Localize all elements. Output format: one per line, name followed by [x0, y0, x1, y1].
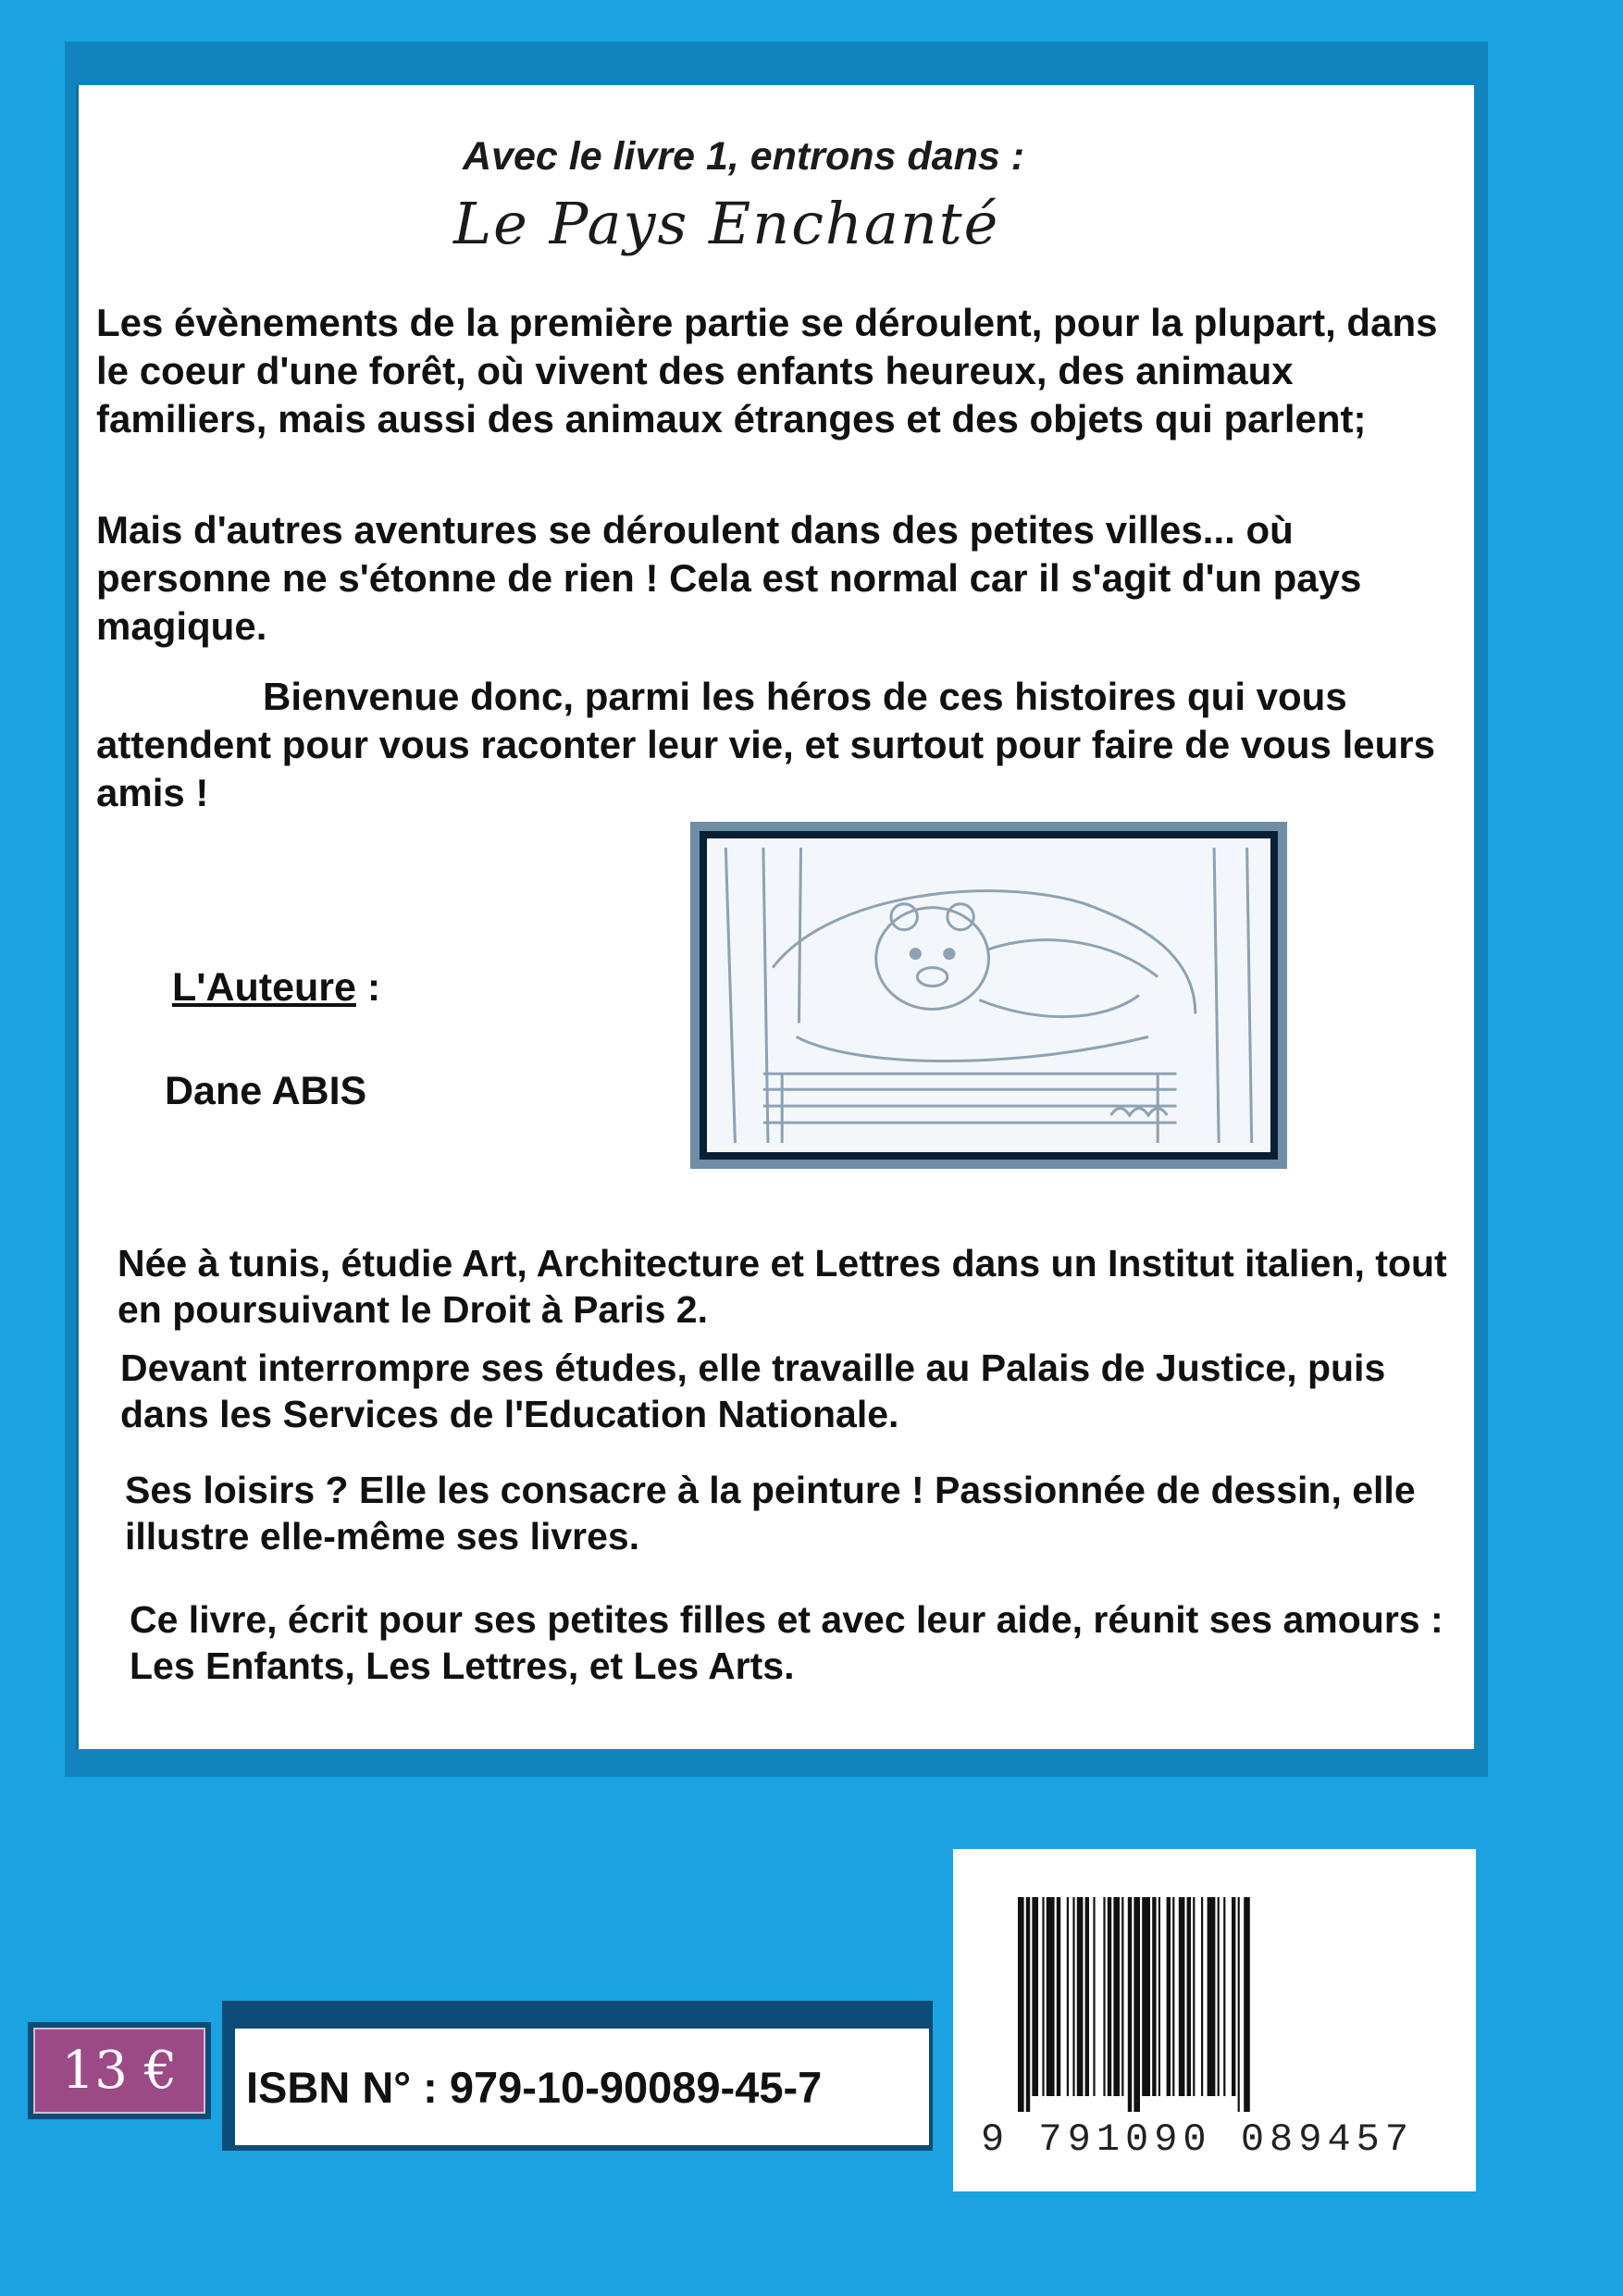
barcode-bar	[1121, 1897, 1123, 2096]
barcode-bar	[1113, 1897, 1120, 2096]
author-label-colon: :	[355, 965, 381, 1010]
barcode-bar	[1208, 1897, 1216, 2096]
barcode-bar	[1179, 1897, 1185, 2096]
barcode-bar	[1187, 1897, 1191, 2096]
barcode-bar	[1103, 1897, 1105, 2096]
barcode-bar	[1167, 1897, 1171, 2096]
pencil-sketch-bear-icon	[707, 838, 1270, 1152]
bio-paragraph-4: Ce livre, écrit pour ses petites filles et avec leur aide, réunit ses amours : Les Enfants, Les Lettres, et Les Arts.	[130, 1598, 1443, 1687]
isbn-number: ISBN N° : 979-10-90089-45-7	[246, 2062, 823, 2112]
intro-paragraph-2: Mais d'autres aventures se déroulent dans des petites villes... où personne ne s'étonne de rien ! Cela est normal car il s'agit d'un pays magique.	[96, 508, 1362, 648]
author-name: Dane ABIS	[165, 1069, 367, 1113]
barcode-digits: 9 791090 089457	[981, 2117, 1415, 2162]
barcode-bar	[1072, 1897, 1074, 2096]
barcode-bar	[1201, 1897, 1203, 2096]
intro-paragraph-3: Bienvenue donc, parmi les héros de ces histoires qui vous attendent pour vous raconter leur vie, et surtout pour faire de vous leurs amis !	[96, 675, 1435, 814]
barcode-bar	[1232, 1897, 1235, 2096]
intro-paragraph-1: Les évènements de la première partie se déroulent, pour la plupart, dans le coeur d'une forêt, où vivent des enfants heureux, des animaux familiers, mais aussi des animaux étranges et des objets qui parlent;	[96, 301, 1438, 441]
book-subtitle: Avec le livre 1, entrons dans :	[463, 134, 1025, 179]
price-tag	[28, 2022, 211, 2119]
barcode-bar	[1032, 1897, 1038, 2096]
barcode-bar	[1218, 1897, 1220, 2096]
author-label-text: L'Auteure	[172, 965, 356, 1010]
barcode-icon	[1018, 1897, 1411, 2112]
barcode-bar	[1047, 1897, 1055, 2096]
barcode-bar	[1152, 1897, 1156, 2096]
illustration-frame	[690, 822, 1287, 1169]
barcode-bar	[1026, 1897, 1030, 2112]
barcode-bar	[1142, 1897, 1150, 2096]
bio-paragraph-3: Ses loisirs ? Elle les consacre à la peinture ! Passionnée de dessin, elle illustre elle-même ses livres.	[125, 1469, 1416, 1558]
barcode-bar	[1172, 1897, 1174, 2096]
bio-paragraph-1: Née à tunis, étudie Art, Architecture et Lettres dans un Institut italien, tout en poursuivant le Droit à Paris 2.	[118, 1242, 1447, 1331]
barcode-bar	[1057, 1897, 1060, 2096]
barcode-bar	[1077, 1897, 1084, 2096]
barcode-bar	[1018, 1897, 1024, 2112]
book-title: Le Pays Enchanté	[453, 190, 1000, 257]
barcode-bar	[1067, 1897, 1069, 2096]
barcode-bar	[1108, 1897, 1111, 2096]
barcode-bar	[1085, 1897, 1089, 2096]
price-value: 13 €	[33, 2028, 205, 2114]
barcode-bar	[1193, 1897, 1195, 2096]
barcode-bar	[1134, 1897, 1140, 2112]
barcode-box	[953, 1849, 1476, 2191]
barcode-bar	[1158, 1897, 1160, 2096]
barcode-bar	[1238, 1897, 1240, 2112]
barcode-bar	[1093, 1897, 1095, 2096]
isbn-box	[235, 2029, 929, 2145]
bio-paragraph-2: Devant interrompre ses études, elle travaille au Palais de Justice, puis dans les Services de l'Education Nationale.	[120, 1347, 1386, 1435]
barcode-bar	[1128, 1897, 1132, 2112]
barcode-bar	[1244, 1897, 1250, 2112]
barcode-bar	[1223, 1897, 1225, 2096]
barcode-bar	[1042, 1897, 1044, 2096]
author-label	[172, 965, 380, 1011]
